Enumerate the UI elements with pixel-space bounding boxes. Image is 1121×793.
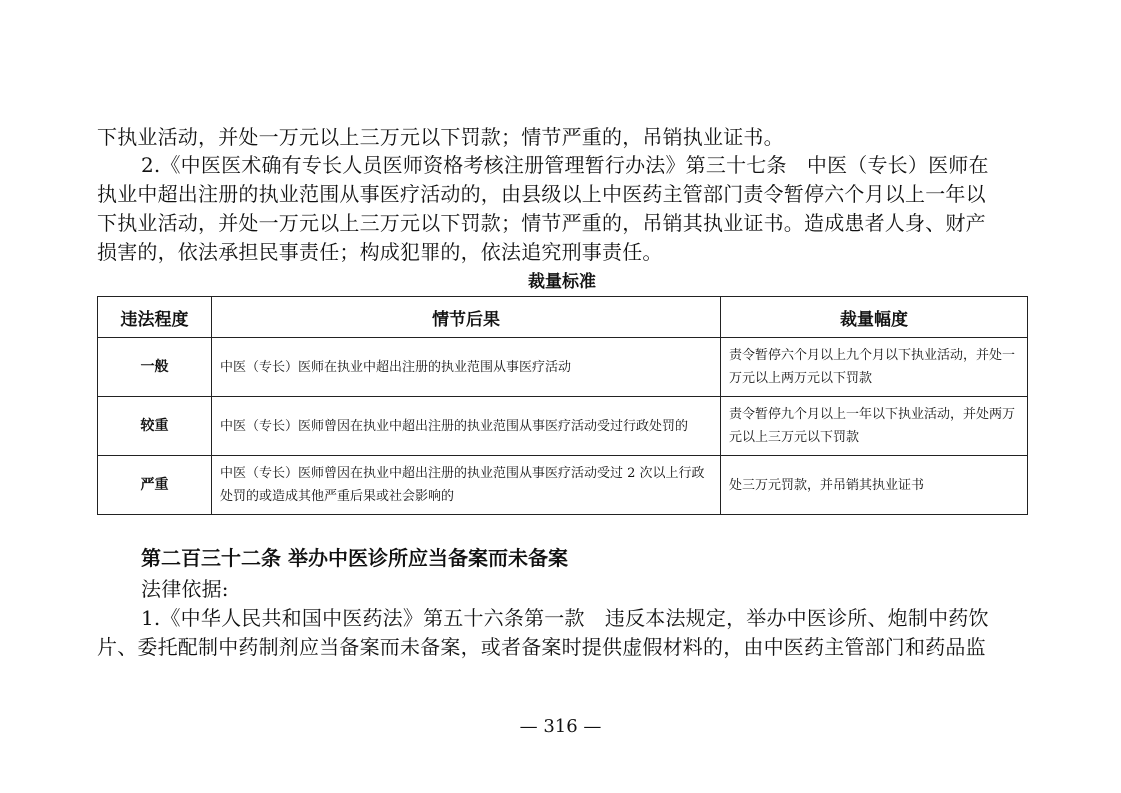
paragraph-line: 1.《中华人民共和国中医药法》第五十六条第一款 违反本法规定，举办中医诊所、炮制中药饮 [141, 606, 989, 630]
paragraph-line: 下执业活动，并处一万元以上三万元以下罚款；情节严重的，吊销执业证书。 [97, 125, 784, 149]
penalty-table [97, 296, 1028, 515]
row-circumstance: 中医（专长）医师曾因在执业中超出注册的执业范围从事医疗活动受过 2 次以上行政处罚的或造成其他严重后果或社会影响的 [212, 456, 721, 515]
row-circumstance: 中医（专长）医师在执业中超出注册的执业范围从事医疗活动 [212, 338, 721, 397]
page-number: — 316 — [519, 716, 602, 737]
table-row [98, 338, 1028, 397]
row-level: 较重 [98, 397, 212, 456]
paragraph-line: 2.《中医医术确有专长人员医师资格考核注册管理暂行办法》第三十七条 中医（专长）医师在 [141, 153, 989, 177]
paragraph-line: 下执业活动，并处一万元以上三万元以下罚款；情节严重的，吊销其执业证书。造成患者人身、财产 [97, 211, 986, 235]
header-circumstance: 情节后果 [212, 297, 721, 338]
row-penalty: 责令暂停六个月以上九个月以下执业活动，并处一万元以上两万元以下罚款 [721, 338, 1028, 397]
row-level: 严重 [98, 456, 212, 515]
table-title: 裁量标准 [528, 272, 596, 292]
row-penalty: 责令暂停九个月以上一年以下执业活动，并处两万元以上三万元以下罚款 [721, 397, 1028, 456]
paragraph-line: 损害的，依法承担民事责任；构成犯罪的，依法追究刑事责任。 [97, 240, 663, 264]
row-circumstance: 中医（专长）医师曾因在执业中超出注册的执业范围从事医疗活动受过行政处罚的 [212, 397, 721, 456]
paragraph-line: 执业中超出注册的执业范围从事医疗活动的，由县级以上中医药主管部门责令暂停六个月以上一年以 [97, 182, 986, 206]
header-level: 违法程度 [98, 297, 212, 338]
paragraph-line: 片、委托配制中药制剂应当备案而未备案，或者备案时提供虚假材料的，由中医药主管部门和药品监 [97, 635, 986, 659]
legal-basis-label: 法律依据: [141, 577, 229, 601]
table-header-row [98, 297, 1028, 338]
row-penalty: 处三万元罚款，并吊销其执业证书 [721, 456, 1028, 515]
header-penalty: 裁量幅度 [721, 297, 1028, 338]
table-row [98, 456, 1028, 515]
row-level: 一般 [98, 338, 212, 397]
table-row [98, 397, 1028, 456]
section-heading: 第二百三十二条 举办中医诊所应当备案而未备案 [141, 546, 568, 570]
